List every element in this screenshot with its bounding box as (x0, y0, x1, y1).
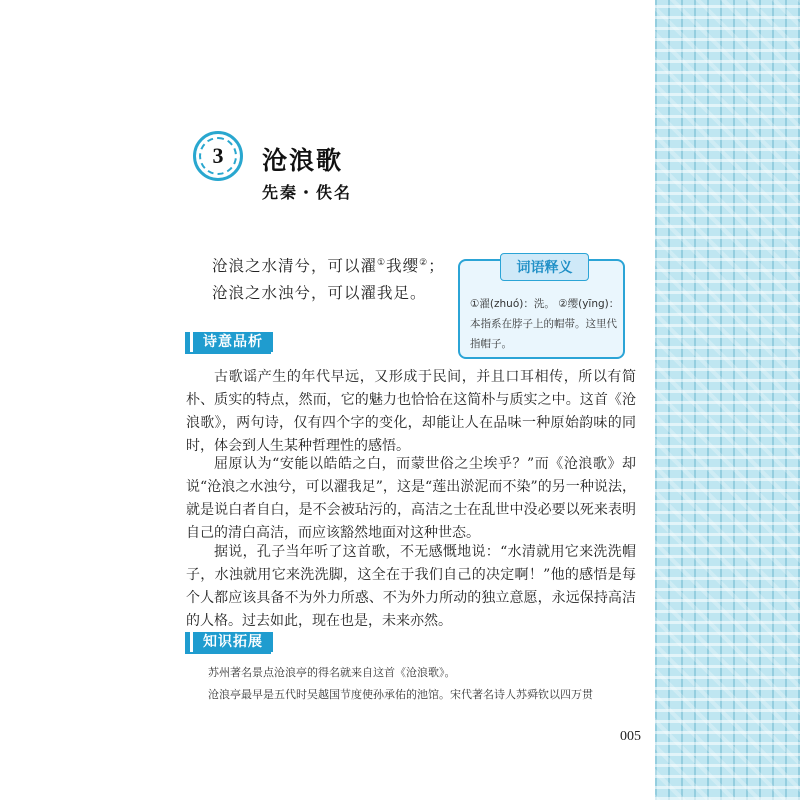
section-heading-label: 诗意品析 (193, 332, 273, 352)
section-heading-label: 知识拓展 (193, 632, 273, 652)
poem-line-1-part-2: 我缨 (386, 257, 420, 275)
poem-line-2: 沧浪之水浊兮，可以濯我足。 (212, 284, 427, 302)
heading-bar (185, 332, 190, 352)
heading-underline (185, 352, 271, 354)
poem-title: 沧浪歌 (262, 146, 344, 175)
chapter-badge (193, 131, 243, 181)
footnote-marker-2: ② (419, 257, 429, 268)
glossary-box (458, 259, 625, 359)
appreciation-paragraph-1: 古歌谣产生的年代早远，又形成于民间，并且口耳相传，所以有简朴、质实的特点，然而，它的魅力也恰恰在这简朴与质实之中。这首《沧浪歌》，两句诗，仅有四个字的变化，却能让人在品味一种原始韵味的同时，体会到人生某种哲理性的感悟。 (186, 369, 636, 454)
decorative-border-strip (655, 0, 800, 800)
section-heading-extension (185, 631, 273, 653)
poem-line-1 (212, 254, 445, 276)
poem-line-1-part-1: 沧浪之水清兮，可以濯 (212, 257, 378, 275)
heading-underline (185, 652, 271, 654)
appreciation-paragraph-2: 屈原认为“安能以皓皓之白，而蒙世俗之尘埃乎？”而《沧浪歌》却说“沧浪之水浊兮，可以濯我足”，这是“莲出淤泥而不染”的另一种说法，就是说白者自白，是不会被玷污的，高洁之士在乱世中没必要以死来表明自己的清白高洁，而应该豁然地面对这种世态。 (186, 456, 636, 541)
poem-line-1-part-3: ； (428, 257, 445, 275)
extension-paragraph-2: 沧浪亭最早是五代时吴越国节度使孙承佑的池馆。宋代著名诗人苏舜钦以四万贯 (208, 688, 593, 701)
page-number: 005 (620, 729, 641, 744)
appreciation-paragraph-3: 据说，孔子当年听了这首歌，不无感慨地说：“水清就用它来洗洗帽子，水浊就用它来洗洗脚，这全在于我们自己的决定啊！”他的感悟是每个人都应该具备不为外力所惑、不为外力所动的独立意愿，永远保持高洁的人格。过去如此，现在也是，未来亦然。 (186, 544, 636, 629)
poem-author: 先秦・佚名 (262, 183, 353, 202)
heading-bar (185, 632, 190, 652)
extension-paragraph-1: 苏州著名景点沧浪亭的得名就来自这首《沧浪歌》。 (208, 666, 456, 679)
footnote-marker-1: ① (377, 257, 387, 268)
glossary-title: 词语释义 (500, 253, 589, 281)
section-heading-appreciation (185, 331, 273, 353)
glossary-text: ①濯(zhuó)：洗。 ②缨(yīng)：本指系在脖子上的帽带。这里代指帽子。 (470, 298, 620, 350)
chapter-number: 3 (212, 143, 224, 168)
